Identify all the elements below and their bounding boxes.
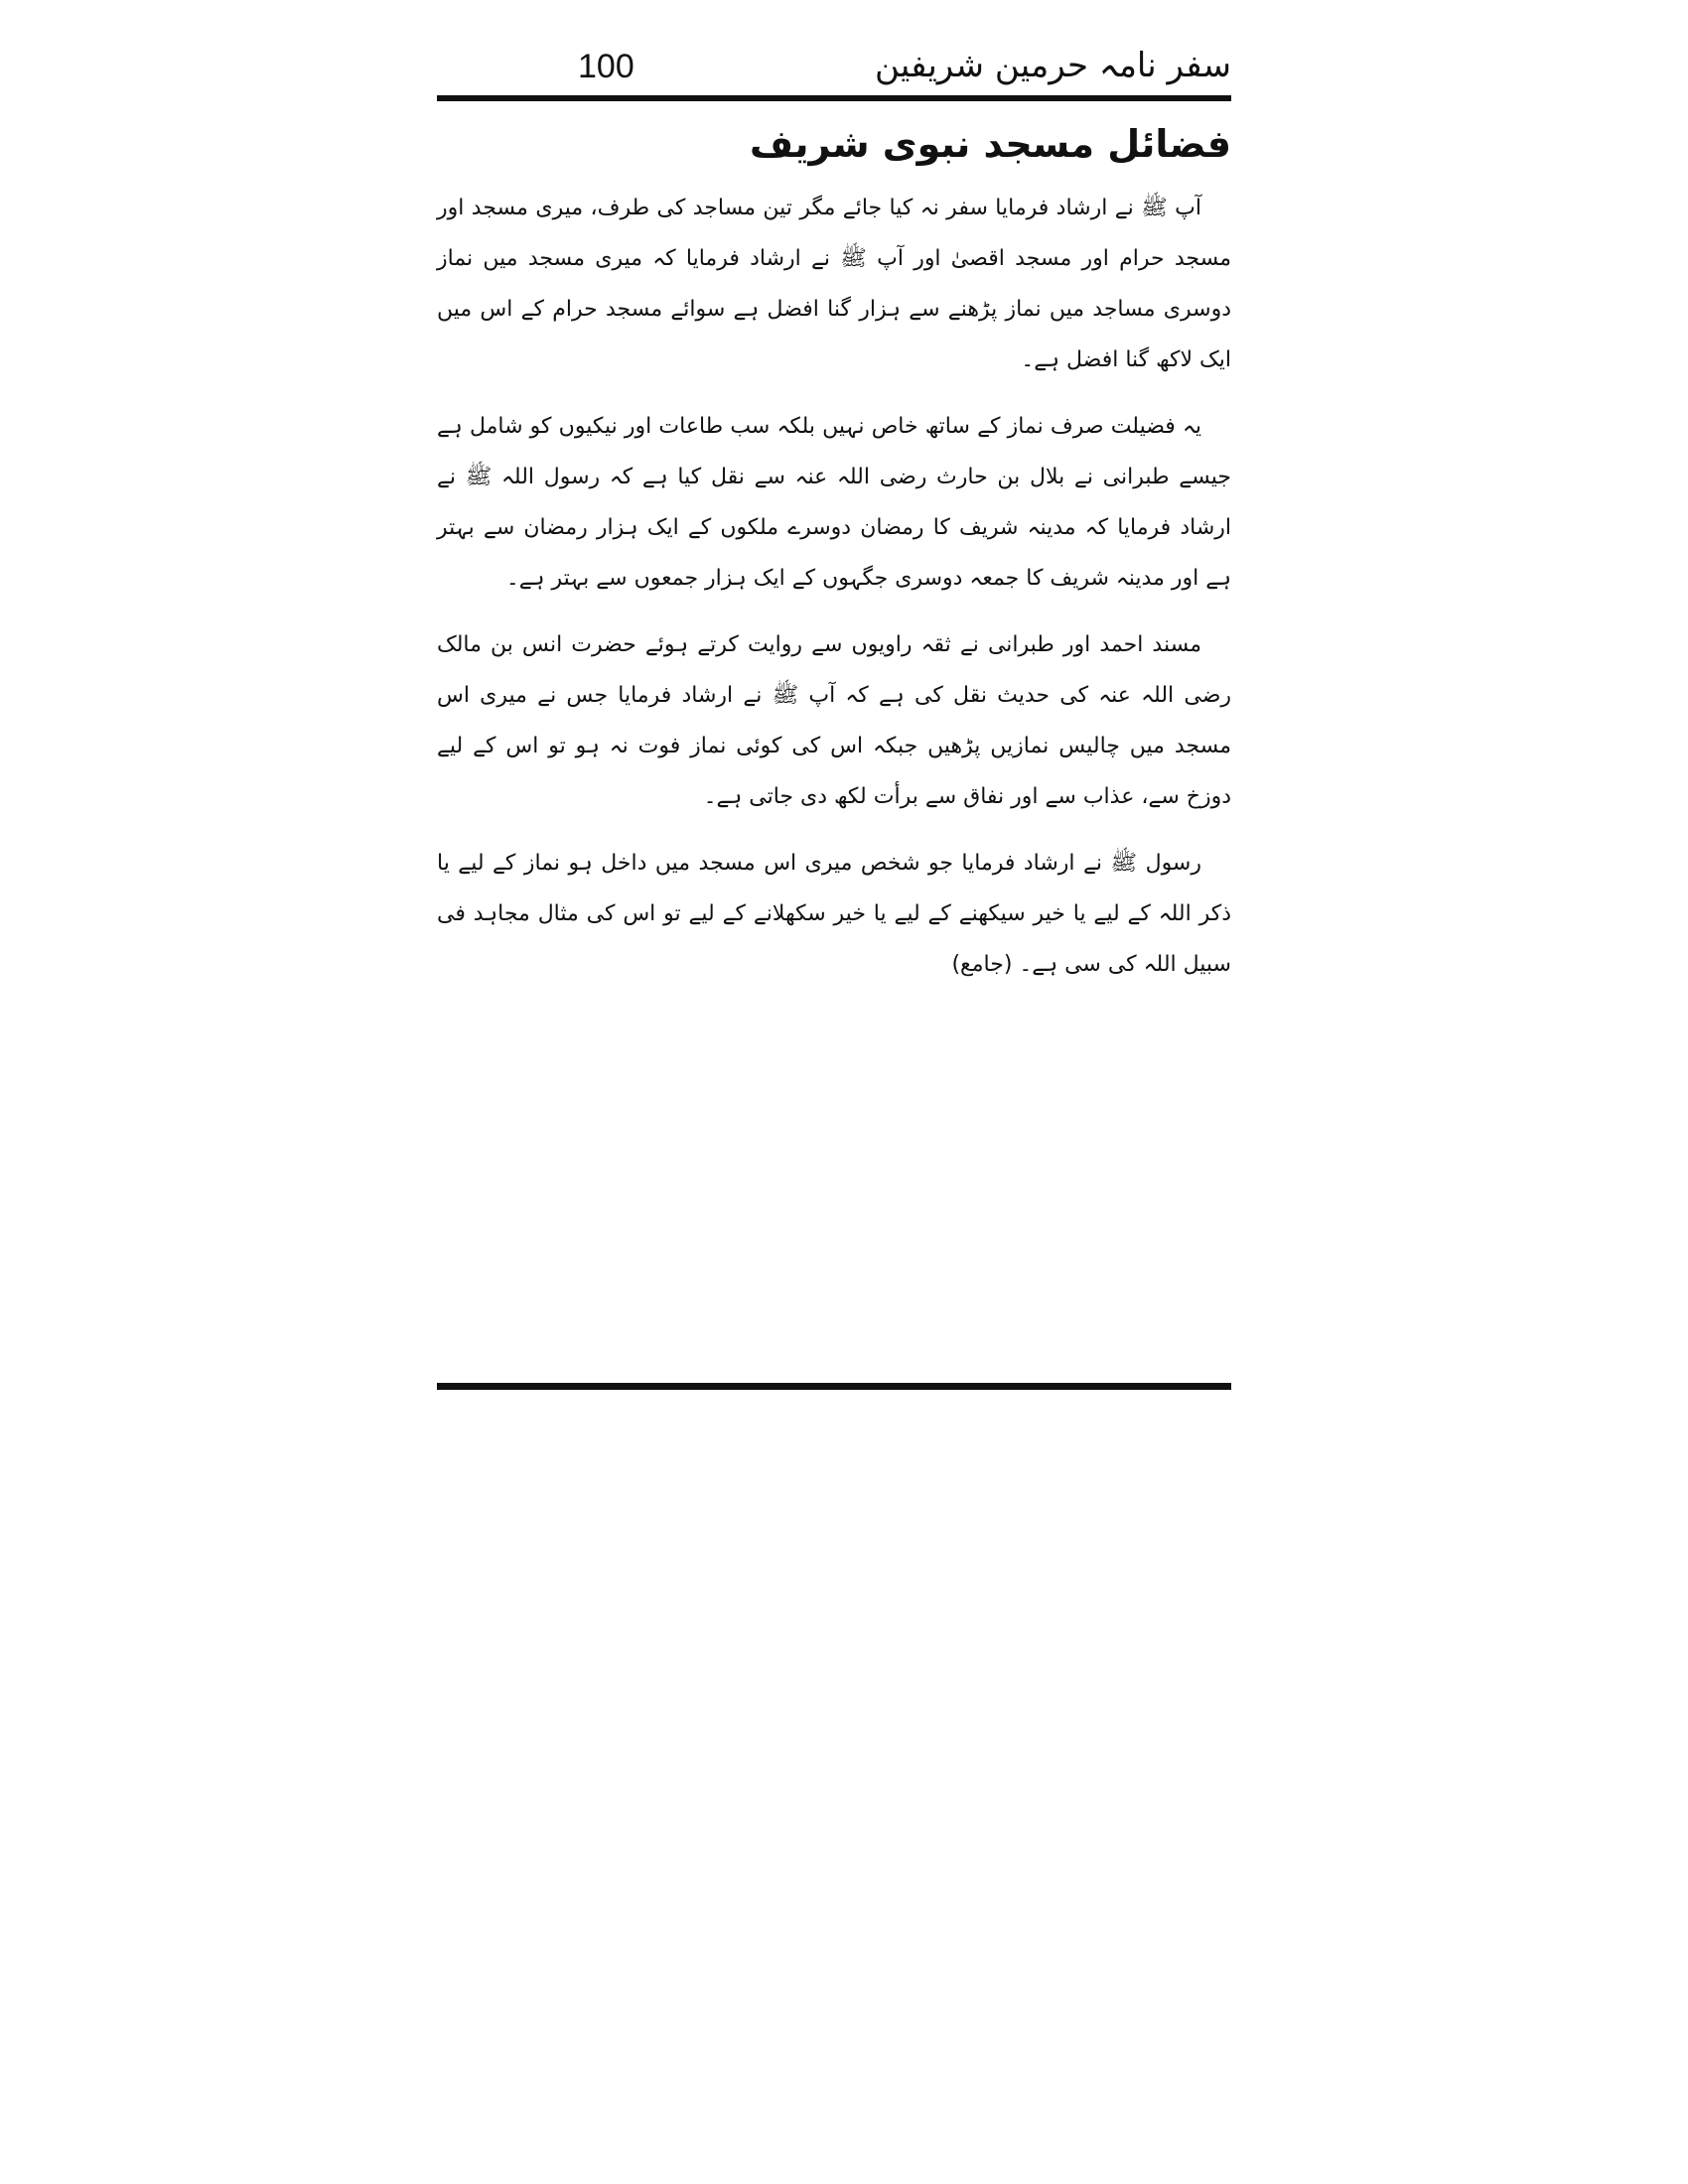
paragraph-3: مسند احمد اور طبرانی نے ثقہ راویوں سے روایت کرتے ہوئے حضرت انس بن مالک رضی اللہ عنہ کی حدیث نقل کی ہے کہ آپ ﷺ نے ارشاد فرمایا جس نے میری اس مسجد میں چالیس نمازیں پڑھیں جبکہ اس کی کوئی نماز فوت نہ ہو تو اس کے لیے دوزخ سے، عذاب سے اور نفاق سے برأت لکھ دی جاتی ہے۔ <box>437 632 1231 809</box>
paragraph-4: رسول ﷺ نے ارشاد فرمایا جو شخص میری اس مسجد میں داخل ہو نماز کے لیے یا ذکر اللہ کے لیے یا خیر سیکھنے کے لیے یا خیر سکھلانے کے لیے تو اس کی مثال مجاہد فی سبیل اللہ کی سی ہے۔ (جامع) <box>437 851 1231 977</box>
header-rule <box>437 95 1231 101</box>
page-body <box>437 111 1231 1006</box>
page-header <box>437 40 1231 95</box>
paragraph-2: یہ فضیلت صرف نماز کے ساتھ خاص نہیں بلکہ سب طاعات اور نیکیوں کو شامل ہے جیسے طبرانی نے بلال بن حارث رضی اللہ عنہ سے نقل کیا ہے کہ رسول اللہ ﷺ نے ارشاد فرمایا کہ مدینہ شریف کا رمضان دوسرے ملکوں کے ایک ہزار رمضان سے بہتر ہے اور مدینہ شریف کا جمعہ دوسری جگہوں کے ایک ہزار جمعوں سے بہتر ہے۔ <box>437 414 1231 591</box>
running-title: سفر نامہ حرمین شریفین <box>874 46 1231 85</box>
paragraph-1: آپ ﷺ نے ارشاد فرمایا سفر نہ کیا جائے مگر تین مساجد کی طرف، میری مسجد اور مسجد حرام اور مسجد اقصیٰ اور آپ ﷺ نے ارشاد فرمایا کہ میری مسجد میں نماز دوسری مساجد میں نماز پڑھنے سے ہزار گنا افضل ہے سوائے مسجد حرام کے اس میں ایک لاکھ گنا افضل ہے۔ <box>437 196 1231 372</box>
footer-rule <box>437 1383 1231 1390</box>
section-heading: فضائل مسجد نبوی شریف <box>750 122 1231 166</box>
page-number: 100 <box>578 48 634 85</box>
